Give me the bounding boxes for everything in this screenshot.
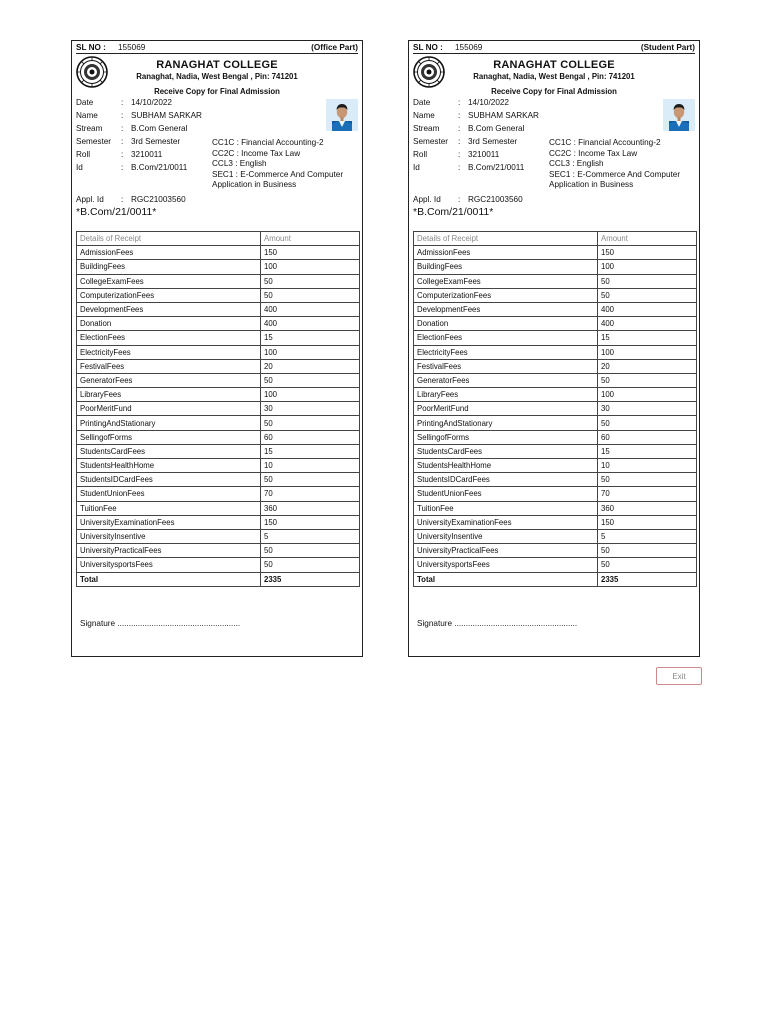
college-name: RANAGHAT COLLEGE [493, 59, 615, 71]
fee-amount: 50 [261, 373, 360, 387]
table-row [414, 529, 697, 543]
info-label: Date [413, 98, 431, 107]
fee-table [413, 231, 697, 587]
table-row [77, 515, 360, 529]
info-row-roll: Roll : 3210011 [76, 150, 163, 159]
fee-name: StudentsIDCardFees [414, 473, 598, 487]
fee-name: UniversityPracticalFees [414, 544, 598, 558]
info-label: Name [413, 111, 435, 120]
fee-name: UniversityInsentive [77, 529, 261, 543]
table-row [77, 473, 360, 487]
fee-amount: 150 [261, 246, 360, 260]
info-value: B.Com/21/0011 [468, 163, 525, 172]
fee-name: StudentsCardFees [414, 444, 598, 458]
receipt-office-part [71, 40, 363, 657]
fee-name: FestivalFees [77, 359, 261, 373]
subject-item: CCL3 : English [549, 159, 604, 168]
table-row [77, 529, 360, 543]
fee-name: BuildingFees [414, 260, 598, 274]
fee-amount: 50 [261, 416, 360, 430]
signature-line: Signature ...................................................... [417, 619, 578, 628]
fee-amount: 10 [261, 459, 360, 473]
fee-name: ElectricityFees [414, 345, 598, 359]
info-value: 3210011 [468, 150, 500, 159]
table-row [77, 544, 360, 558]
info-row-name: Name : SUBHAM SARKAR [413, 111, 539, 120]
info-row-roll: Roll : 3210011 [413, 150, 500, 159]
application-id-row: Appl. Id : RGC21003560 [76, 195, 186, 204]
table-row [414, 302, 697, 316]
fee-table [76, 231, 360, 587]
table-row [77, 302, 360, 316]
subject-list [212, 138, 362, 191]
info-label: Semester [76, 137, 112, 146]
receipt-student-part [408, 40, 700, 657]
table-row [77, 288, 360, 302]
total-label: Total [77, 572, 261, 586]
info-value: SUBHAM SARKAR [468, 111, 539, 120]
fee-name: UniversityPracticalFees [77, 544, 261, 558]
table-row [414, 246, 697, 260]
barcode-text: *B.Com/21/0011* [413, 206, 494, 218]
fee-total-row [414, 572, 697, 586]
info-row-stream: Stream : B.Com General [413, 124, 525, 133]
table-row [414, 544, 697, 558]
fee-amount: 70 [261, 487, 360, 501]
fee-amount: 50 [598, 473, 697, 487]
table-row [414, 331, 697, 345]
info-value: B.Com/21/0011 [131, 163, 188, 172]
college-name: RANAGHAT COLLEGE [156, 59, 278, 71]
application-id-label: Appl. Id [76, 195, 104, 204]
exit-button[interactable]: Exit [656, 667, 702, 685]
copy-title: Receive Copy for Final Admission [154, 87, 280, 96]
info-label: Date [76, 98, 94, 107]
student-photo [663, 99, 695, 131]
info-row-date: Date : 14/10/2022 [413, 98, 509, 107]
table-row [414, 459, 697, 473]
fee-name: TuitionFee [414, 501, 598, 515]
table-row [77, 345, 360, 359]
fee-name: StudentsHealthHome [414, 459, 598, 473]
table-row [414, 487, 697, 501]
fee-name: Donation [77, 317, 261, 331]
fee-name: CollegeExamFees [77, 274, 261, 288]
fee-name: StudentsHealthHome [77, 459, 261, 473]
fee-name: GeneratorFees [414, 373, 598, 387]
fee-amount: 10 [598, 459, 697, 473]
fee-amount: 60 [261, 430, 360, 444]
table-row [77, 558, 360, 572]
fee-amount: 15 [261, 444, 360, 458]
subject-item: CC1C : Financial Accounting-2 [212, 138, 324, 147]
info-row-semester: Semester : 3rd Semester [413, 137, 518, 146]
details-column-header: Details of Receipt [414, 232, 598, 246]
info-label: Roll [413, 150, 428, 159]
table-row [77, 388, 360, 402]
fee-name: PrintingAndStationary [414, 416, 598, 430]
fee-name: DevelopmentFees [77, 302, 261, 316]
fee-amount: 30 [598, 402, 697, 416]
fee-name: ElectricityFees [77, 345, 261, 359]
fee-amount: 100 [598, 345, 697, 359]
info-label: Name [76, 111, 98, 120]
fee-name: PoorMeritFund [77, 402, 261, 416]
fee-amount: 400 [598, 317, 697, 331]
fee-amount: 50 [261, 473, 360, 487]
part-label: (Office Part) [311, 43, 358, 52]
table-row [414, 373, 697, 387]
info-value: B.Com General [131, 124, 188, 133]
table-row [414, 430, 697, 444]
fee-name: ElectionFees [77, 331, 261, 345]
table-row [414, 345, 697, 359]
table-row [77, 317, 360, 331]
sl-no-value: 155069 [455, 43, 483, 52]
amount-column-header: Amount [261, 232, 360, 246]
fee-amount: 150 [598, 246, 697, 260]
subject-list [549, 138, 699, 191]
table-row [414, 515, 697, 529]
fee-amount: 50 [598, 288, 697, 302]
fee-amount: 15 [598, 444, 697, 458]
fee-amount: 100 [261, 260, 360, 274]
fee-amount: 360 [598, 501, 697, 515]
info-label: Id [413, 163, 420, 172]
info-value: B.Com General [468, 124, 525, 133]
application-id-value: RGC21003560 [468, 195, 523, 204]
fee-amount: 50 [598, 373, 697, 387]
details-column-header: Details of Receipt [77, 232, 261, 246]
table-row [414, 402, 697, 416]
info-label: Id [76, 163, 83, 172]
sl-no-label: SL NO : [413, 43, 443, 52]
subject-item: CC1C : Financial Accounting-2 [549, 138, 661, 147]
fee-name: UniversityExaminationFees [414, 515, 598, 529]
fee-amount: 400 [261, 317, 360, 331]
table-row [77, 444, 360, 458]
info-label: Stream [413, 124, 440, 133]
fee-amount: 100 [261, 345, 360, 359]
table-row [414, 444, 697, 458]
fee-amount: 5 [598, 529, 697, 543]
fee-name: ElectionFees [414, 331, 598, 345]
fee-name: AdmissionFees [77, 246, 261, 260]
fee-amount: 60 [598, 430, 697, 444]
fee-amount: 50 [261, 274, 360, 288]
table-row [414, 359, 697, 373]
table-row [77, 430, 360, 444]
info-label: Stream [76, 124, 103, 133]
info-row-stream: Stream : B.Com General [76, 124, 188, 133]
copy-title: Receive Copy for Final Admission [491, 87, 617, 96]
info-row-date: Date : 14/10/2022 [76, 98, 172, 107]
student-photo [326, 99, 358, 131]
fee-amount: 5 [261, 529, 360, 543]
fee-amount: 50 [598, 544, 697, 558]
table-row [77, 459, 360, 473]
part-label: (Student Part) [640, 43, 695, 52]
barcode-text: *B.Com/21/0011* [76, 206, 157, 218]
subject-item: CCL3 : English [212, 159, 267, 168]
fee-amount: 400 [598, 302, 697, 316]
fee-name: SellingofForms [77, 430, 261, 444]
subject-item: CC2C : Income Tax Law [212, 148, 301, 158]
table-row [414, 501, 697, 515]
fee-amount: 50 [261, 288, 360, 302]
fee-name: StudentsCardFees [77, 444, 261, 458]
table-row [414, 473, 697, 487]
fee-amount: 400 [261, 302, 360, 316]
total-amount: 2335 [261, 572, 360, 586]
table-row [77, 501, 360, 515]
fee-amount: 100 [598, 388, 697, 402]
fee-name: LibraryFees [414, 388, 598, 402]
table-row [77, 260, 360, 274]
fee-total-row [77, 572, 360, 586]
fee-name: PoorMeritFund [414, 402, 598, 416]
fee-name: SellingofForms [414, 430, 598, 444]
info-value: 14/10/2022 [131, 98, 172, 107]
table-row [414, 274, 697, 288]
fee-amount: 360 [261, 501, 360, 515]
table-row [77, 402, 360, 416]
fee-amount: 50 [261, 544, 360, 558]
fee-amount: 70 [598, 487, 697, 501]
fee-name: ComputerizationFees [414, 288, 598, 302]
fee-name: ComputerizationFees [77, 288, 261, 302]
fee-name: BuildingFees [77, 260, 261, 274]
college-address: Ranaghat, Nadia, West Bengal , Pin: 741201 [136, 72, 298, 81]
info-row-id: Id : B.Com/21/0011 [76, 163, 188, 172]
info-label: Roll [76, 150, 91, 159]
subject-item: SEC1 : E-Commerce And Computer Application in Business [212, 169, 344, 189]
fee-name: UniversityExaminationFees [77, 515, 261, 529]
fee-name: StudentUnionFees [414, 487, 598, 501]
subject-item: SEC1 : E-Commerce And Computer Application in Business [549, 169, 681, 189]
amount-column-header: Amount [598, 232, 697, 246]
fee-name: DevelopmentFees [414, 302, 598, 316]
fee-amount: 100 [261, 388, 360, 402]
info-label: Semester [413, 137, 449, 146]
fee-amount: 50 [598, 274, 697, 288]
fee-name: StudentsIDCardFees [77, 473, 261, 487]
total-label: Total [414, 572, 598, 586]
fee-amount: 150 [261, 515, 360, 529]
info-row-semester: Semester : 3rd Semester [76, 137, 181, 146]
fee-name: GeneratorFees [77, 373, 261, 387]
table-row [77, 416, 360, 430]
fee-name: TuitionFee [77, 501, 261, 515]
table-row [414, 317, 697, 331]
fee-amount: 150 [598, 515, 697, 529]
table-row [77, 373, 360, 387]
total-amount: 2335 [598, 572, 697, 586]
info-row-name: Name : SUBHAM SARKAR [76, 111, 202, 120]
receipt-header-line [413, 43, 695, 54]
sl-no-label: SL NO : [76, 43, 106, 52]
fee-name: Donation [414, 317, 598, 331]
fee-name: UniversityInsentive [414, 529, 598, 543]
subject-item: CC2C : Income Tax Law [549, 148, 638, 158]
info-row-id: Id : B.Com/21/0011 [413, 163, 525, 172]
table-row [414, 288, 697, 302]
info-value: 3210011 [131, 150, 163, 159]
signature-line: Signature ...................................................... [80, 619, 241, 628]
table-row [414, 260, 697, 274]
fee-name: CollegeExamFees [414, 274, 598, 288]
fee-amount: 15 [261, 331, 360, 345]
fee-name: FestivalFees [414, 359, 598, 373]
table-row [414, 558, 697, 572]
fee-amount: 50 [598, 416, 697, 430]
table-row [77, 274, 360, 288]
info-value: SUBHAM SARKAR [131, 111, 202, 120]
info-value: 3rd Semester [131, 137, 181, 146]
fee-name: LibraryFees [77, 388, 261, 402]
fee-amount: 30 [261, 402, 360, 416]
table-row [77, 487, 360, 501]
fee-name: AdmissionFees [414, 246, 598, 260]
info-value: 14/10/2022 [468, 98, 509, 107]
sl-no-value: 155069 [118, 43, 146, 52]
fee-table-header [414, 232, 697, 246]
fee-amount: 20 [598, 359, 697, 373]
college-address: Ranaghat, Nadia, West Bengal , Pin: 741201 [473, 72, 635, 81]
application-id-label: Appl. Id [413, 195, 441, 204]
fee-name: UniversitysportsFees [77, 558, 261, 572]
fee-table-header [77, 232, 360, 246]
application-id-row: Appl. Id : RGC21003560 [413, 195, 523, 204]
fee-name: StudentUnionFees [77, 487, 261, 501]
info-value: 3rd Semester [468, 137, 518, 146]
receipt-header-line [76, 43, 358, 54]
fee-amount: 50 [598, 558, 697, 572]
fee-name: UniversitysportsFees [414, 558, 598, 572]
table-row [77, 359, 360, 373]
table-row [414, 388, 697, 402]
table-row [77, 246, 360, 260]
fee-amount: 50 [261, 558, 360, 572]
application-id-value: RGC21003560 [131, 195, 186, 204]
table-row [77, 331, 360, 345]
fee-amount: 15 [598, 331, 697, 345]
fee-amount: 20 [261, 359, 360, 373]
fee-amount: 100 [598, 260, 697, 274]
fee-name: PrintingAndStationary [77, 416, 261, 430]
table-row [414, 416, 697, 430]
